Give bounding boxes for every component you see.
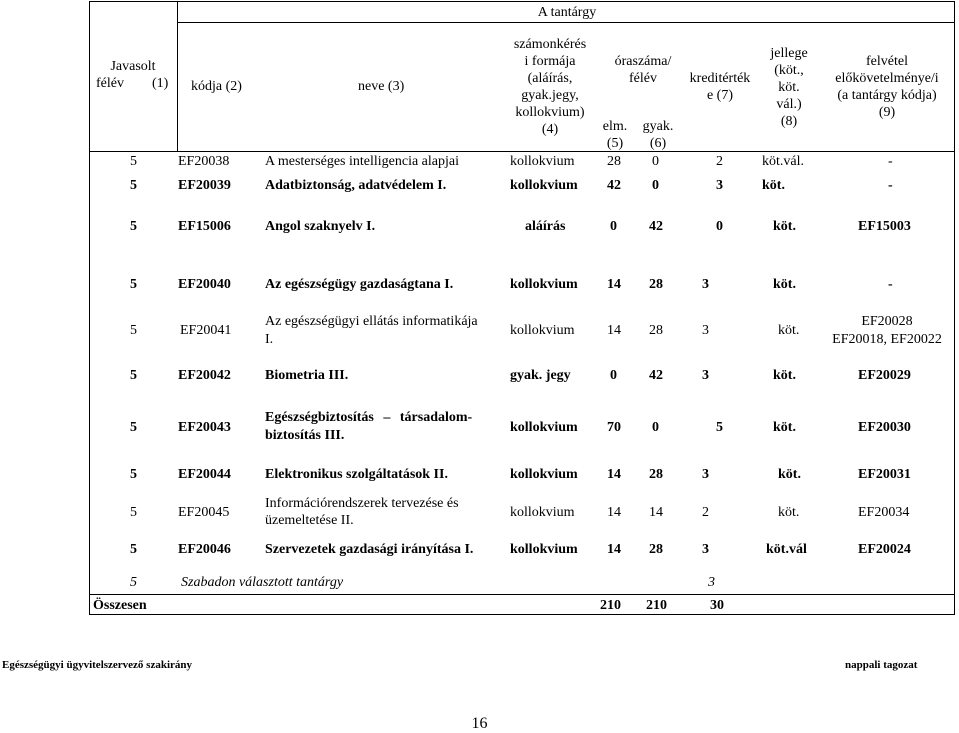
footer-program: Egészségügyi ügyvitelszervező szakirány (2, 659, 193, 671)
row-elm: 28 (607, 154, 621, 169)
row-gyak: 14 (649, 505, 663, 520)
row-semester: 5 (130, 575, 137, 590)
row-prereq: - (888, 277, 893, 292)
total-elm: 210 (600, 598, 621, 613)
col-prereq-l4: (9) (878, 105, 896, 120)
row-semester: 5 (130, 219, 137, 234)
row-prereq: EF20029 (858, 368, 911, 383)
row-name-line2: üzemeltetése II. (265, 513, 354, 528)
col-semester-l2: félév (96, 76, 124, 91)
row-code: EF20038 (178, 154, 230, 169)
col-semester-l1: Javasolt (110, 59, 156, 74)
col-type-l4: vál.) (776, 97, 802, 112)
row-elm: 14 (607, 277, 621, 292)
row-code: EF20042 (178, 368, 231, 383)
row-prereq: EF20034 (858, 505, 910, 520)
row-exam: kollokvium (510, 178, 578, 193)
row-type: köt. (773, 219, 796, 234)
row-semester: 5 (130, 323, 137, 338)
col-exam-l3: (aláírás, (527, 71, 573, 86)
row-gyak: 42 (649, 368, 663, 383)
row-credit: 3 (702, 542, 709, 557)
row-exam: kollokvium (510, 542, 578, 557)
row-name-line1: Egészségbiztosítás – társadalom- (265, 410, 473, 425)
row-gyak: 0 (652, 154, 659, 169)
row-prereq: EF20024 (858, 542, 911, 557)
row-credit: 3 (716, 178, 723, 193)
row-code: EF20043 (178, 420, 231, 435)
footer-mode: nappali tagozat (845, 659, 918, 671)
total-credit: 30 (710, 598, 724, 613)
row-elm: 0 (610, 219, 617, 234)
row-credit: 3 (702, 467, 709, 482)
row-exam: kollokvium (510, 277, 578, 292)
col-prereq-l3: (a tantárgy kódja) (837, 88, 937, 103)
row-gyak: 28 (649, 542, 663, 557)
col-exam-l6: (4) (541, 122, 559, 137)
table-rule (89, 594, 955, 595)
row-elm: 14 (607, 467, 621, 482)
row-name-line2: biztosítás III. (265, 428, 345, 443)
row-gyak: 42 (649, 219, 663, 234)
col-exam-l4: gyak.jegy, (521, 88, 579, 103)
row-prereq: - (888, 178, 893, 193)
row-type: köt.vál (766, 542, 807, 557)
row-elm: 70 (607, 420, 621, 435)
row-name: Az egészségügy gazdaságtana I. (265, 277, 454, 292)
row-credit: 5 (716, 420, 723, 435)
row-type: köt. (773, 368, 796, 383)
row-exam: kollokvium (510, 154, 575, 169)
col-gyak-l1: gyak. (642, 119, 674, 134)
row-type: köt. (773, 277, 796, 292)
row-prereq: EF20031 (858, 467, 911, 482)
row-elm: 14 (607, 323, 621, 338)
col-gyak-l2: (6) (649, 136, 667, 151)
row-elm: 42 (607, 178, 621, 193)
row-name: A mesterséges intelligencia alapjai (265, 154, 459, 169)
row-semester: 5 (130, 505, 137, 520)
row-gyak: 0 (652, 178, 659, 193)
row-credit: 2 (702, 505, 709, 520)
row-code: EF20040 (178, 277, 231, 292)
row-code: EF20041 (180, 323, 232, 338)
row-semester: 5 (130, 368, 137, 383)
row-exam: kollokvium (510, 420, 578, 435)
row-gyak: 28 (649, 277, 663, 292)
col-name: neve (3) (358, 79, 405, 94)
row-type: köt.vál. (762, 154, 804, 169)
col-prereq-l2: előkövetelménye/i (835, 71, 939, 86)
col-type-l2: (köt., (774, 63, 804, 78)
row-code: EF20044 (178, 467, 231, 482)
page-number: 16 (471, 715, 488, 732)
row-prereq-line1: EF20028 (861, 314, 913, 329)
row-type: köt. (778, 323, 800, 338)
row-name-line1: Az egészségügyi ellátás informatikája (265, 314, 478, 329)
row-semester: 5 (130, 467, 137, 482)
row-exam: kollokvium (510, 505, 575, 520)
group-title: A tantárgy (537, 5, 597, 20)
row-type: köt. (773, 420, 796, 435)
row-prereq: EF20030 (858, 420, 911, 435)
table-rule (177, 22, 955, 23)
row-credit: 3 (708, 575, 715, 590)
row-exam: kollokvium (510, 323, 575, 338)
row-name-line1: Információrendszerek tervezése és (265, 496, 459, 511)
col-elm-l1: elm. (602, 119, 628, 134)
row-code: EF20046 (178, 542, 231, 557)
col-hours-l2: félév (629, 71, 657, 86)
col-credit-l1: kreditérték (689, 71, 751, 86)
row-credit: 0 (716, 219, 723, 234)
row-exam: gyak. jegy (510, 368, 571, 383)
col-prereq-l1: felvétel (866, 54, 908, 69)
col-exam-l2: i formája (524, 54, 576, 69)
row-name: Adatbiztonság, adatvédelem I. (265, 178, 447, 193)
row-name: Szervezetek gazdasági irányítása I. (265, 542, 474, 557)
row-name: Szabadon választott tantárgy (181, 575, 344, 590)
row-name: Biometria III. (265, 368, 349, 383)
row-exam: kollokvium (510, 467, 578, 482)
col-credit-l2: e (7) (706, 88, 734, 103)
row-name-line2: I. (265, 332, 274, 347)
row-name: Elektronikus szolgáltatások II. (265, 467, 448, 482)
row-type: köt. (762, 178, 785, 193)
table-rule (89, 151, 955, 152)
col-exam-l5: kollokvium) (515, 105, 585, 120)
row-semester: 5 (130, 154, 137, 169)
row-semester: 5 (130, 542, 137, 557)
row-semester: 5 (130, 420, 137, 435)
col-exam-l1: számonkérés (513, 37, 587, 52)
row-credit: 3 (702, 323, 709, 338)
row-elm: 14 (607, 505, 621, 520)
col-type-l1: jellege (770, 46, 808, 61)
total-gyak: 210 (646, 598, 667, 613)
row-gyak: 0 (652, 420, 659, 435)
col-hours-l1: óraszáma/ (614, 54, 672, 69)
row-elm: 14 (607, 542, 621, 557)
row-semester: 5 (130, 277, 137, 292)
row-prereq: EF15003 (858, 219, 911, 234)
row-credit: 2 (716, 154, 723, 169)
row-gyak: 28 (649, 323, 663, 338)
row-type: köt. (778, 467, 801, 482)
total-label: Összesen (93, 598, 147, 613)
row-exam: aláírás (525, 219, 566, 234)
row-semester: 5 (130, 178, 137, 193)
row-prereq: - (888, 154, 893, 169)
row-name: Angol szaknyelv I. (265, 219, 376, 234)
col-type-l3: köt. (778, 80, 800, 95)
row-credit: 3 (702, 368, 709, 383)
row-prereq-line2: EF20018, EF20022 (832, 332, 942, 347)
row-code: EF15006 (178, 219, 231, 234)
row-code: EF20039 (178, 178, 231, 193)
row-gyak: 28 (649, 467, 663, 482)
col-code: kódja (2) (191, 79, 242, 94)
table-rule (177, 1, 178, 151)
row-code: EF20045 (178, 505, 230, 520)
col-elm-l2: (5) (606, 136, 624, 151)
row-elm: 0 (610, 368, 617, 383)
row-type: köt. (778, 505, 800, 520)
row-credit: 3 (702, 277, 709, 292)
col-semester-num: (1) (152, 76, 169, 91)
col-type-l5: (8) (780, 114, 798, 129)
